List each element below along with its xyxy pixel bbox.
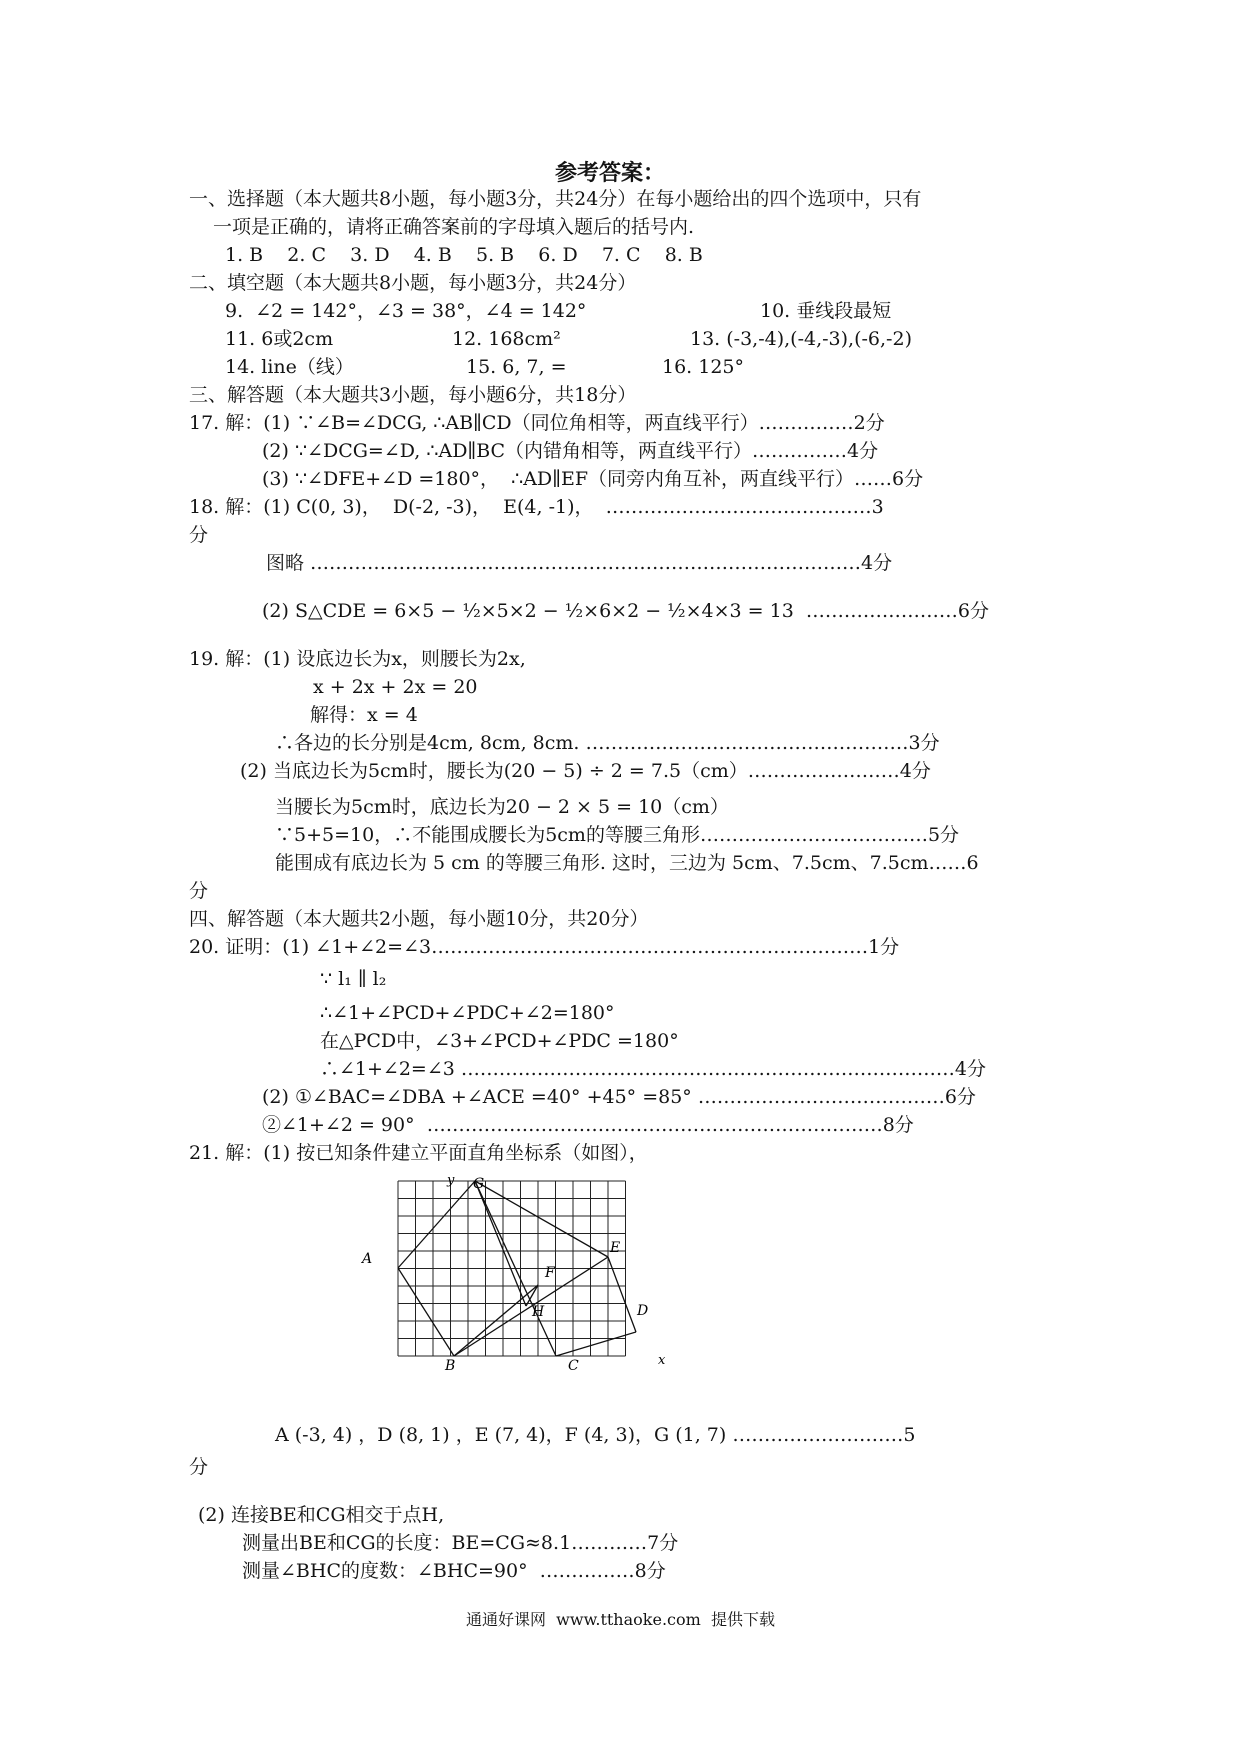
q21-coordinates: A (-3, 4) ，D (8, 1) ，E (7, 4)，F (4, 3)，G (1, 7) ………………………5 <box>275 1424 916 1446</box>
q19-part2-score: 分 <box>189 880 209 902</box>
q21-part2: (2) 连接BE和CG相交于点H, <box>198 1504 445 1526</box>
q21-part1: 21. 解：(1) 按已知条件建立平面直角坐标系（如图）， <box>189 1142 648 1164</box>
section-2-heading: 二、填空题（本大题共8小题，每小题3分，共24分） <box>189 272 637 294</box>
q19-solution: 解得：x = 4 <box>310 704 418 726</box>
q21-part2-length: 测量出BE和CG的长度：BE=CG≈8.1…………7分 <box>242 1532 679 1554</box>
q19-equation: x + 2x + 2x = 20 <box>313 676 478 698</box>
fig-label-b: B <box>445 1358 456 1374</box>
fig-label-a: A <box>362 1251 373 1267</box>
answer-11: 11. 6或2cm <box>225 328 334 350</box>
q18-part1-score: 分 <box>189 524 209 546</box>
answer-10: 10. 垂线段最短 <box>760 300 892 322</box>
answer-15: 15. 6, 7, = <box>466 356 567 378</box>
choice-answers: 1. B 2. C 3. D 4. B 5. B 6. D 7. C 8. B <box>225 244 703 266</box>
fig-label-e: E <box>610 1240 621 1256</box>
fig-label-x: x <box>658 1353 666 1368</box>
q19-part1: 19. 解：(1) 设底边长为x，则腰长为2x, <box>189 648 526 670</box>
q20-step2: ∴∠1+∠PCD+∠PDC+∠2=180° <box>320 1002 615 1024</box>
section-1-heading-cont: 一项是正确的，请将正确答案前的字母填入题后的括号内. <box>213 216 695 238</box>
q17-part2: (2) ∵∠DCG=∠D, ∴AD∥BC（内错角相等，两直线平行）……………4分 <box>262 440 879 462</box>
fig-label-c: C <box>568 1358 579 1374</box>
q20-part1: 20. 证明：(1) ∠1+∠2=∠3……………………………………………………………1分 <box>189 936 900 958</box>
section-1-heading: 一、选择题（本大题共8小题，每小题3分，共24分）在每小题给出的四个选项中，只有 <box>189 188 922 210</box>
q21-part2-angle: 测量∠BHC的度数：∠BHC=90° ……………8分 <box>242 1560 666 1582</box>
q19-part2-result: 能围成有底边长为 5 cm 的等腰三角形. 这时，三边为 5cm、7.5cm、7.5cm……6 <box>275 852 979 874</box>
segment-ab <box>398 1268 454 1356</box>
section-4-heading: 四、解答题（本大题共2小题，每小题10分，共20分） <box>189 908 649 930</box>
q17-part3: (3) ∵∠DFE+∠D =180°， ∴AD∥EF（同旁内角互补，两直线平行）……6分 <box>262 468 924 490</box>
q18-figure-note: 图略 ……………………………………………………………………………4分 <box>266 552 893 574</box>
q20-parallel: ∵ l₁ ∥ l₂ <box>320 968 387 990</box>
segment-dc <box>556 1332 636 1356</box>
q20-part2-b: ②∠1+∠2 = 90° ………………………………………………………………8分 <box>262 1114 914 1136</box>
fig-label-f: F <box>545 1265 555 1281</box>
answer-13: 13. (-3,-4),(-4,-3),(-6,-2) <box>690 328 912 350</box>
answer-9: 9. ∠2 = 142°，∠3 = 38°，∠4 = 142° <box>225 300 587 322</box>
answer-12: 12. 168cm² <box>452 328 561 350</box>
fig-label-g: G <box>473 1176 485 1192</box>
q19-sides: ∴各边的长分别是4cm, 8cm, 8cm. ……………………………………………3分 <box>275 732 940 754</box>
q17-part1: 17. 解：(1) ∵∠B=∠DCG, ∴AB∥CD（同位角相等，两直线平行）……………2分 <box>189 412 885 434</box>
q19-part2-reason: ∵5+5=10，∴不能围成腰长为5cm的等腰三角形………………………………5分 <box>275 824 960 846</box>
q20-part2-a: (2) ①∠BAC=∠DBA +∠ACE =40° +45° =85° …………………………………6分 <box>262 1086 976 1108</box>
answer-16: 16. 125° <box>662 356 745 378</box>
fig-label-y: y <box>447 1173 455 1188</box>
segment-be <box>454 1257 608 1356</box>
q18-part2: (2) S△CDE = 6×5 − ½×5×2 − ½×6×2 − ½×4×3 = 13 ……………………6分 <box>262 600 989 622</box>
coordinate-grid-figure <box>362 1170 674 1390</box>
footer-credit: 通通好课网 www.tthaoke.com 提供下载 <box>466 1610 775 1629</box>
q18-part1: 18. 解：(1) C(0, 3)， D(-2, -3)， E(4, -1)， ……………………………………3 <box>189 496 884 518</box>
segment-ag <box>398 1181 475 1268</box>
q20-step4: ∴∠1+∠2=∠3 ……………………………………………………………………4分 <box>320 1058 986 1080</box>
section-3-heading: 三、解答题（本大题共3小题，每小题6分，共18分） <box>189 384 637 406</box>
q19-part2: (2) 当底边长为5cm时，腰长为(20 − 5) ÷ 2 = 7.5（cm）……………………4分 <box>240 760 931 782</box>
segment-gh <box>475 1181 526 1306</box>
q21-coordinates-score: 分 <box>189 1456 209 1478</box>
q19-part2-case: 当腰长为5cm时，底边长为20 − 2 × 5 = 10（cm） <box>275 796 729 818</box>
page-title: 参考答案： <box>555 160 666 186</box>
fig-label-h: H <box>532 1304 545 1320</box>
answer-14: 14. line（线） <box>225 356 354 378</box>
fig-label-d: D <box>637 1303 649 1319</box>
segment-ge <box>475 1181 608 1257</box>
q20-step3: 在△PCD中，∠3+∠PCD+∠PDC =180° <box>320 1030 679 1052</box>
